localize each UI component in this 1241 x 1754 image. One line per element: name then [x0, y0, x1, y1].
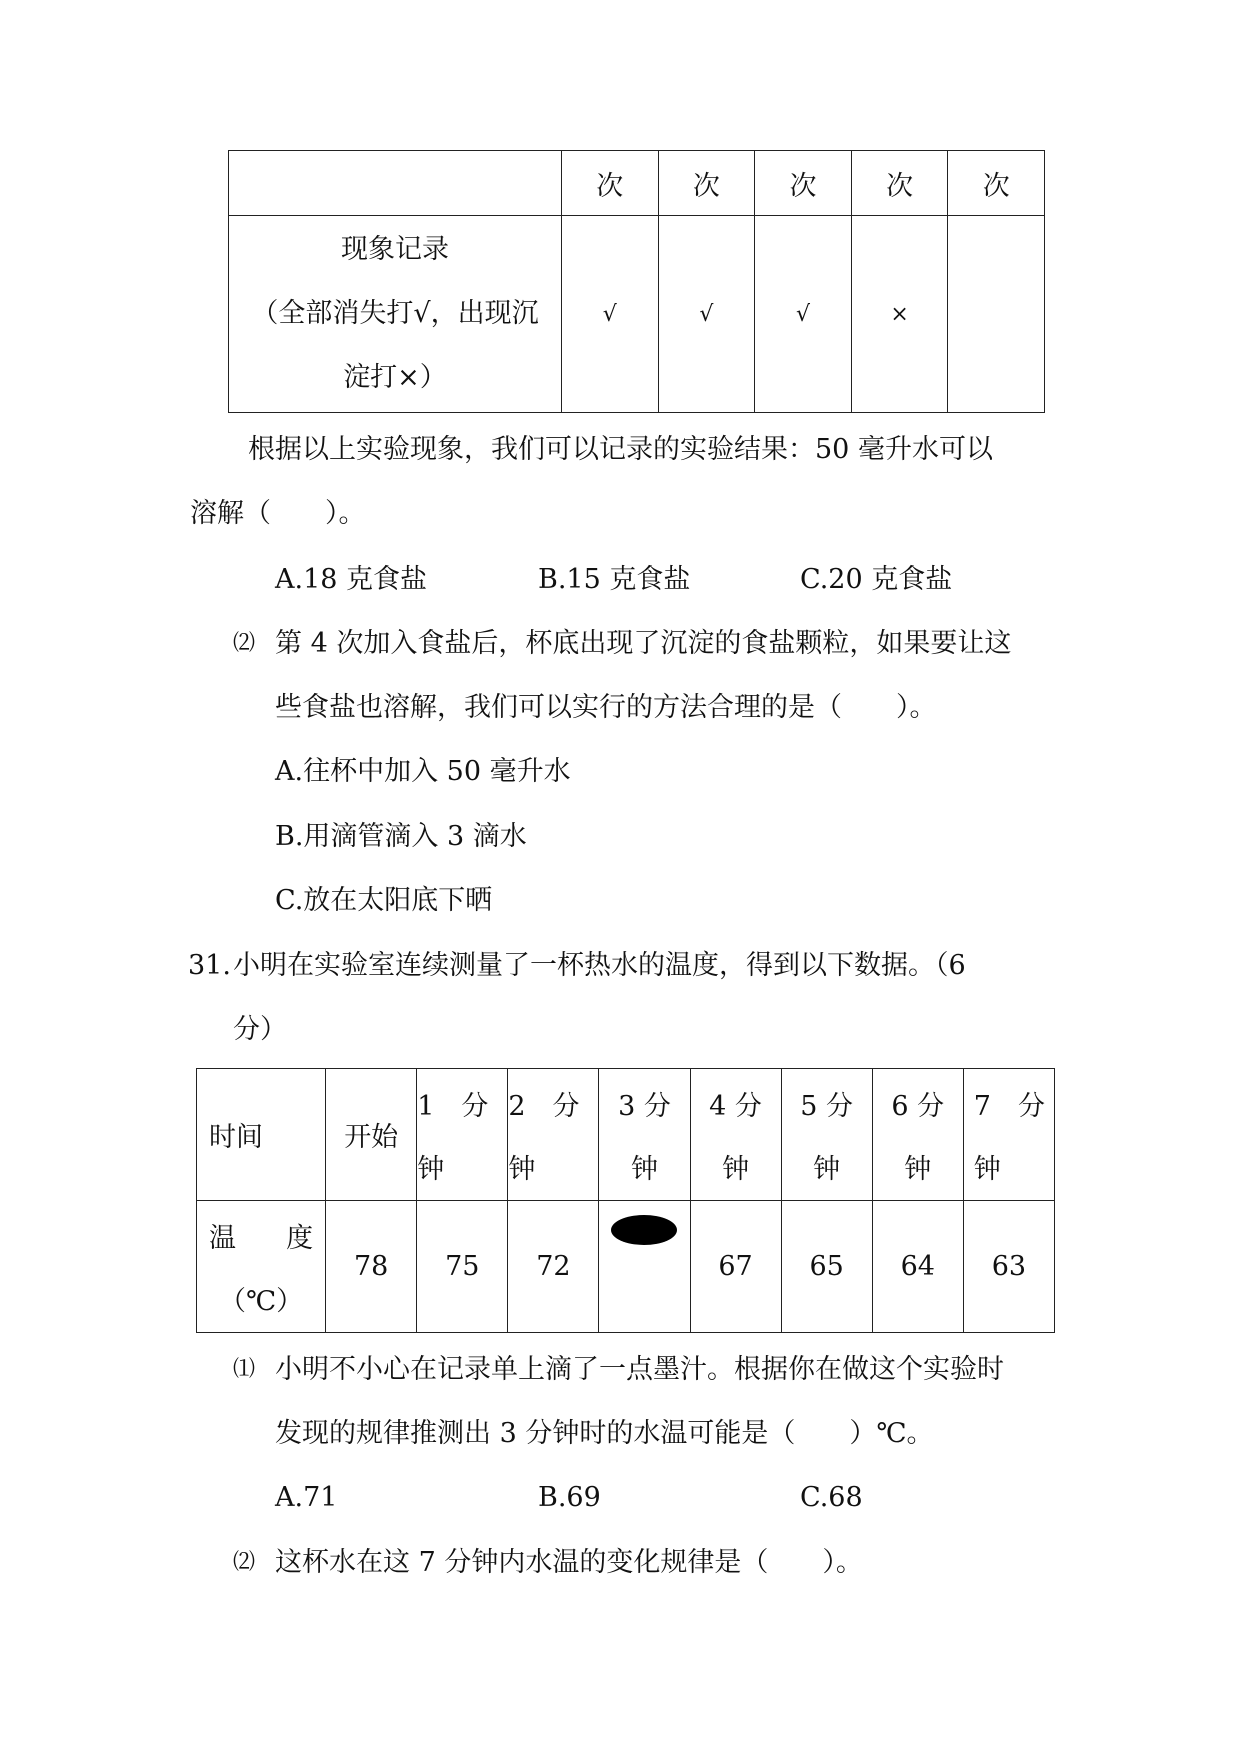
trial-3-mark: √ [755, 216, 852, 413]
record-label-line-3: 淀打×） [343, 362, 447, 393]
q31-2-line-1: 这杯水在这 7 分钟内水温的变化规律是（ ）。 [275, 1547, 863, 1578]
q31-2-marker: ⑵ [233, 1550, 256, 1575]
minute-5-top: 5 分 [800, 1090, 854, 1122]
minute-1-header [417, 1069, 508, 1201]
temp-label-cell [197, 1201, 326, 1333]
minute-1-top: 1 分 [417, 1090, 489, 1122]
minute-2-bottom: 钟 [508, 1153, 536, 1185]
trial-5-mark [948, 216, 1045, 413]
q31-1-line-2: 发现的规律推测出 3 分钟时的水温可能是（ ）℃。 [275, 1418, 934, 1449]
q30-1-option-c: C.20 克食盐 [800, 564, 953, 595]
record-label-line-2: （全部消失打√，出现沉 [251, 298, 539, 329]
temp-value-3min-ink-blot [599, 1201, 690, 1333]
q31-1-line-1: 小明不小心在记录单上滴了一点墨汁。根据你在做这个实验时 [275, 1354, 1004, 1385]
minute-2-header [508, 1069, 599, 1201]
q30-1-line-2: 溶解（ ）。 [190, 498, 366, 529]
q30-1-option-b: B.15 克食盐 [538, 564, 691, 595]
time-label-cell: 时间 [197, 1069, 326, 1201]
temp-value-2min: 72 [508, 1201, 599, 1333]
q31-1-option-c: C.68 [800, 1482, 863, 1513]
record-label-line-1: 现象记录 [341, 234, 449, 265]
minute-3-header [599, 1069, 690, 1201]
temp-value-1min: 75 [417, 1201, 508, 1333]
minute-1-bottom: 钟 [417, 1153, 445, 1185]
minute-7-top: 7 分 [973, 1090, 1045, 1122]
trial-4-mark: × [851, 216, 948, 413]
q31-line-2: 分） [233, 1014, 287, 1045]
minute-7-bottom: 钟 [973, 1153, 1001, 1185]
q30-1-option-a: A.18 克食盐 [275, 564, 428, 595]
q31-1-option-a: A.71 [275, 1482, 338, 1513]
temp-label-unit: （℃） [218, 1285, 304, 1317]
temp-value-start: 78 [326, 1201, 417, 1333]
table1-header-trial-2: 次 [658, 151, 755, 216]
minute-5-bottom: 钟 [813, 1153, 841, 1185]
q30-2-line-2: 些食盐也溶解，我们可以实行的方法合理的是（ ）。 [275, 692, 937, 723]
temp-value-4min: 67 [690, 1201, 781, 1333]
q30-2-option-b: B.用滴管滴入 3 滴水 [275, 821, 527, 852]
minute-7-header [963, 1069, 1054, 1201]
table1-header-trial-3: 次 [755, 151, 852, 216]
temp-value-6min: 64 [872, 1201, 963, 1333]
minute-2-top: 2 分 [508, 1090, 580, 1122]
q30-2-line-1: 第 4 次加入食盐后，杯底出现了沉淀的食盐颗粒，如果要让这 [275, 628, 1012, 659]
q31-line-1: 小明在实验室连续测量了一杯热水的温度，得到以下数据。（6 [233, 950, 966, 981]
minute-3-bottom: 钟 [630, 1153, 658, 1185]
temp-value-5min: 65 [781, 1201, 872, 1333]
q31-1-option-b: B.69 [538, 1482, 601, 1513]
q30-2-option-c: C.放在太阳底下晒 [275, 885, 493, 916]
minute-6-bottom: 钟 [904, 1153, 932, 1185]
table1-header-blank [229, 151, 562, 216]
minute-4-header [690, 1069, 781, 1201]
q30-2-option-a: A.往杯中加入 50 毫升水 [275, 756, 571, 787]
minute-6-header [872, 1069, 963, 1201]
q31-1-marker: ⑴ [233, 1357, 256, 1382]
temp-label-b: 度 [286, 1222, 314, 1254]
table1-header-trial-1: 次 [562, 151, 659, 216]
ink-blot-icon [611, 1215, 677, 1245]
minute-5-header [781, 1069, 872, 1201]
record-label-cell [229, 216, 562, 413]
minute-6-top: 6 分 [891, 1090, 945, 1122]
salt-record-table [228, 150, 1045, 413]
temp-label-a: 温 [209, 1222, 236, 1254]
trial-2-mark: √ [658, 216, 755, 413]
trial-1-mark: √ [562, 216, 659, 413]
start-label-cell: 开始 [326, 1069, 417, 1201]
q30-1-line-1: 根据以上实验现象，我们可以记录的实验结果：50 毫升水可以 [248, 434, 993, 465]
temp-value-7min: 63 [963, 1201, 1054, 1333]
minute-4-bottom: 钟 [722, 1153, 750, 1185]
minute-4-top: 4 分 [709, 1090, 762, 1122]
q31-number: 31. [188, 950, 231, 981]
table1-header-trial-5: 次 [948, 151, 1045, 216]
temperature-table [196, 1068, 1055, 1333]
minute-3-top: 3 分 [618, 1090, 671, 1122]
table1-header-trial-4: 次 [851, 151, 948, 216]
q30-2-marker: ⑵ [233, 631, 256, 656]
